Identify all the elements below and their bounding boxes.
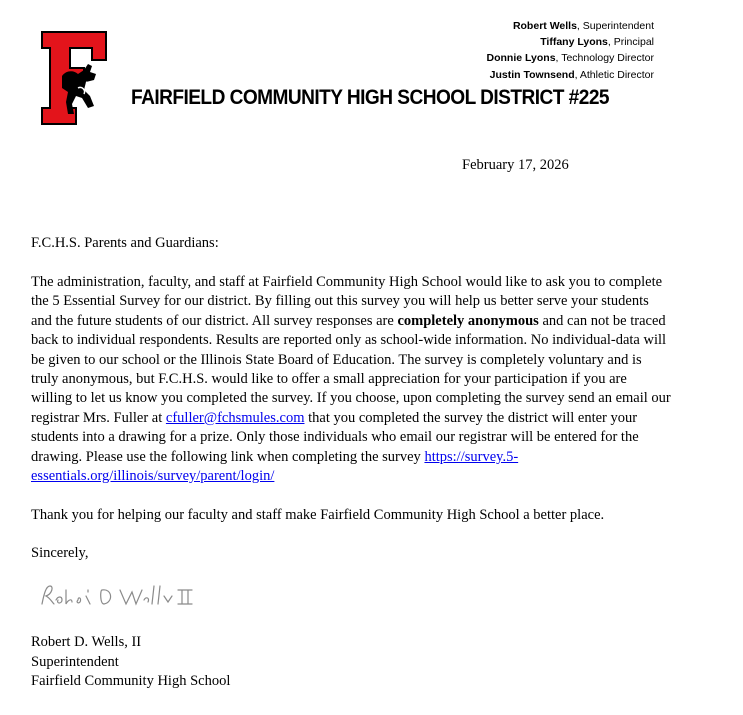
staff-name: Donnie Lyons <box>486 52 556 65</box>
thanks-line: Thank you for helping our faculty and staff make Fairfield Community High School a better place. <box>31 507 605 523</box>
body-emphasis: completely anonymous <box>397 312 539 329</box>
staff-line: Robert Wells, Superintendent <box>512 20 654 32</box>
signer-title: Superintendent <box>31 653 119 670</box>
staff-title: Principal <box>613 36 654 49</box>
body-text: and can not be traced back to individual respondents. Results are reported only as school-wide information. No individual-data will be given to our school or the Illinois State Board of Education. The survey is completely voluntary and is truly anonymous, but F.C.H.S. would like to offer a small appreciation for your participation if you are willing to let us know you completed the survey. If you choose, upon completing the survey send an email our registrar Mrs. Fuller at <box>31 312 671 426</box>
staff-name: Tiffany Lyons <box>540 36 608 49</box>
staff-line: Tiffany Lyons, Principal <box>540 36 654 49</box>
closing: Sincerely, <box>31 545 89 561</box>
staff-name: Justin Townsend <box>489 68 575 81</box>
staff-line: Donnie Lyons, Technology Director <box>486 52 654 65</box>
signature-block <box>31 633 230 692</box>
survey-link[interactable]: https://survey.5-essentials.org/illinois/survey/parent/login/ <box>31 448 519 485</box>
letter-body <box>31 273 671 486</box>
staff-line: Justin Townsend, Athletic Director <box>489 68 654 81</box>
signature-image <box>36 576 196 612</box>
staff-list <box>487 18 654 83</box>
district-name: FAIRFIELD COMMUNITY HIGH SCHOOL DISTRICT #225 <box>131 86 610 109</box>
body-text: that you completed the survey the district will enter your students into a drawing for a prize. Only those individuals who email our registrar will be entered for the drawing. Please use the following link when completing the survey <box>31 409 639 465</box>
signer-organization: Fairfield Community High School <box>31 673 231 689</box>
letter-date: February 17, 2026 <box>462 157 569 173</box>
staff-title: Superintendent <box>582 20 654 32</box>
body-text: The administration, faculty, and staff at Fairfield Community High School would like to ask you to complete the 5 Essential Survey for our district. By filling out this survey you will help us better serve your students and the future students of our district. All survey responses are <box>31 274 663 329</box>
signer-name: Robert D. Wells, II <box>31 634 142 650</box>
salutation: F.C.H.S. Parents and Guardians: <box>31 235 219 251</box>
staff-title: Athletic Director <box>579 68 654 81</box>
staff-name: Robert Wells <box>512 20 577 32</box>
school-logo <box>40 30 108 126</box>
staff-title: Technology Director <box>561 52 654 65</box>
registrar-email-link[interactable]: cfuller@fchsmules.com <box>165 409 305 426</box>
